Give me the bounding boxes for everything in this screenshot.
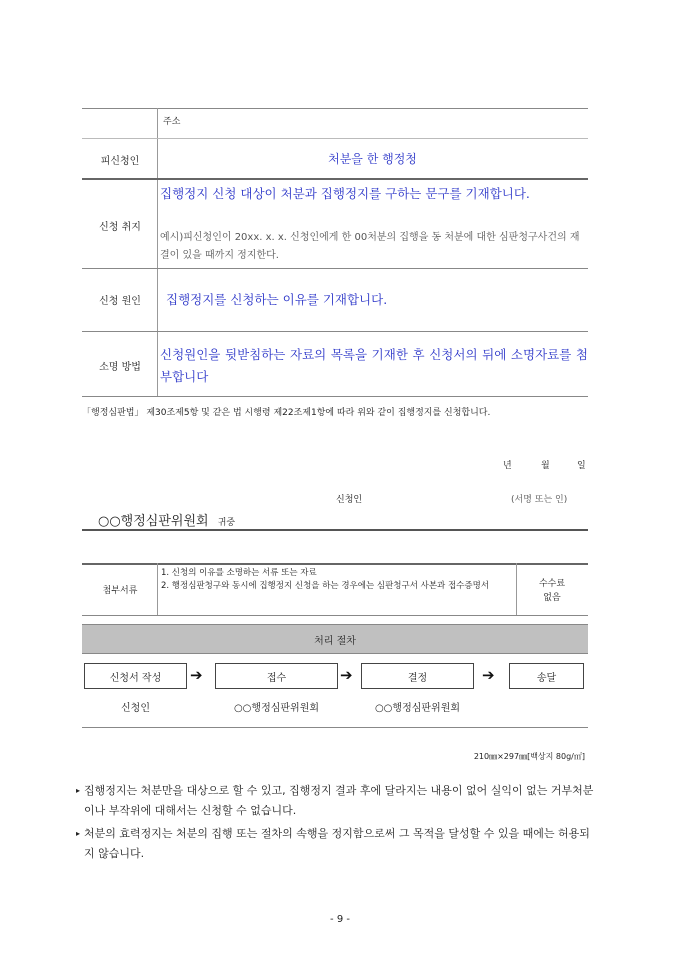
row-divider (82, 178, 588, 180)
procedure-header (82, 624, 588, 654)
attachments-label: 첨부서류 (102, 586, 138, 596)
fee-value: 없음 (543, 593, 561, 603)
attachments-list (161, 567, 513, 593)
row-divider (82, 331, 588, 332)
step-label: 접수 (266, 672, 287, 684)
procedure-title: 처리 절차 (314, 635, 356, 647)
date-day: 일 (577, 461, 586, 471)
applicant-label: 신청인 (336, 495, 363, 505)
reason-label: 신청 원인 (99, 296, 141, 307)
signature-placeholder: (서명 또는 인) (511, 495, 568, 505)
proof-instruction: 신청원인을 뒷받침하는 자료의 목록을 기재한 후 신청서의 뒤에 소명자료를 첨부합니다 (160, 347, 588, 384)
attachments-divider (516, 563, 517, 615)
proof-label: 소명 방법 (99, 362, 141, 373)
arrow-right-icon: ➔ (482, 666, 495, 684)
row-divider (82, 138, 588, 139)
page-number: - 9 - (330, 914, 350, 925)
triangle-bullet-icon: ▸ (76, 786, 81, 795)
row-divider (82, 268, 588, 269)
procedure-bottom-line (82, 727, 588, 728)
step-application (84, 663, 187, 689)
purpose-example: 예시)피신청인이 20xx. x. x. 신청인에게 한 00처분의 집행을 동 처분에 대한 심판청구사건의 재결이 있을 때까지 정지한다. (160, 232, 580, 261)
step-label: 결정 (407, 672, 428, 684)
arrow-right-icon: ➔ (190, 666, 203, 684)
note-text: 집행정지는 처분만을 대상으로 할 수 있고, 집행정지 결과 후에 달라지는 내용이 없어 실익이 없는 거부처분이나 부작위에 대해서는 신청할 수 없습니다. (84, 784, 594, 817)
address-label: 주소 (163, 117, 181, 127)
date-year: 년 (503, 461, 512, 471)
arrow-right-icon: ➔ (340, 666, 353, 684)
section-divider (82, 529, 588, 531)
attachment-item: 1. 신청의 이유를 소명하는 서류 또는 자료 (161, 568, 317, 578)
reason-instruction: 집행정지를 신청하는 이유를 기재합니다. (166, 292, 388, 307)
step-label: 송달 (536, 672, 557, 684)
addressee (98, 510, 235, 529)
note-text: 처분의 효력정지는 처분의 집행 또는 절차의 속행을 정지함으로써 그 목적을 달성할 수 있을 때에는 허용되지 않습니다. (84, 827, 590, 860)
actor-committee: ○○행정심판위원회 (374, 703, 461, 714)
table-bottom-line (82, 396, 588, 397)
respondent-value: 처분을 한 행정청 (328, 152, 417, 166)
step-label: 신청서 작성 (109, 672, 162, 684)
paper-spec: 210㎜×297㎜[백상지 80g/㎡] (473, 752, 585, 761)
attachment-item: 2. 행정심판청구와 동시에 집행정지 신청을 하는 경우에는 심판청구서 사본과 접수증명서 (161, 581, 490, 591)
respondent-label: 피신청인 (100, 156, 140, 167)
attachments-bottom-line (82, 615, 588, 616)
note-1 (76, 781, 594, 821)
triangle-bullet-icon: ▸ (76, 829, 81, 838)
actor-committee: ○○행정심판위원회 (233, 703, 320, 714)
step-delivery (509, 663, 584, 689)
purpose-label: 신청 취지 (99, 222, 141, 233)
note-2 (76, 824, 594, 864)
purpose-instruction: 집행정지 신청 대상이 처분과 집행정지를 구하는 문구를 기재합니다. (160, 186, 530, 201)
date-month: 월 (541, 461, 550, 471)
step-decision (361, 663, 474, 689)
actor-applicant: 신청인 (121, 703, 150, 714)
addressee-suffix: 귀중 (217, 518, 236, 528)
declaration-text: 「행정심판법」 제30조제5항 및 같은 법 시행령 제22조제1항에 따라 위와 같이 집행정지를 신청합니다. (82, 408, 491, 418)
addressee-name: ○○행정심판위원회 (98, 514, 209, 529)
fee-label: 수수료 (538, 579, 566, 589)
step-receipt (215, 663, 338, 689)
